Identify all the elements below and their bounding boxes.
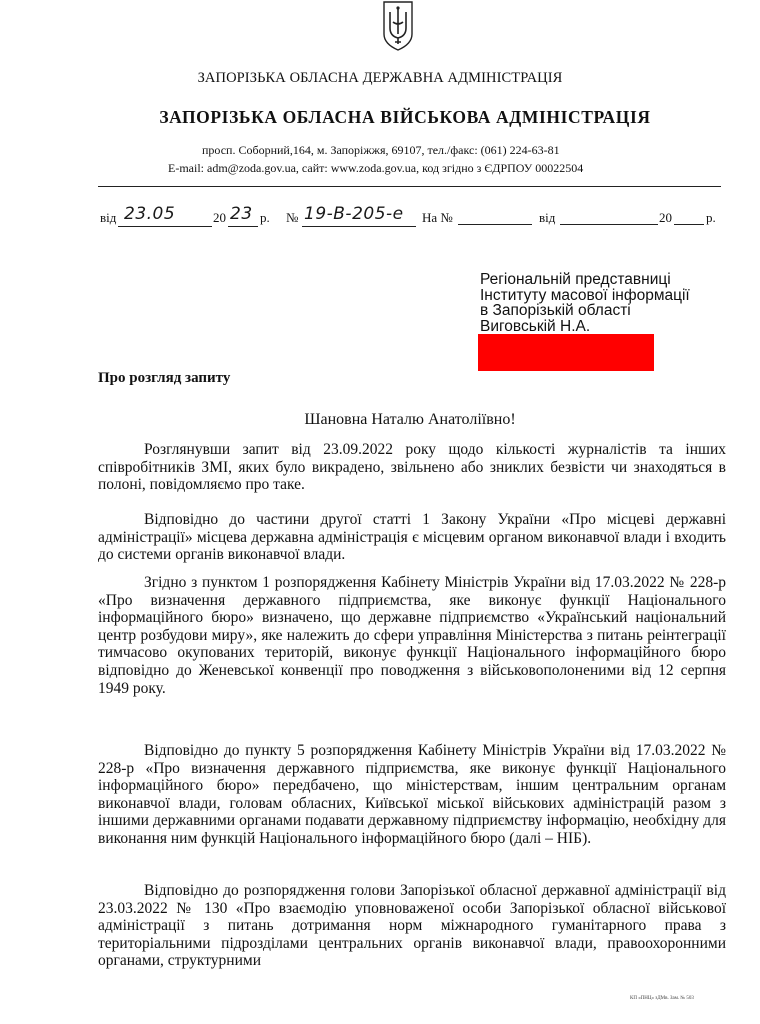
number-label: № <box>286 210 299 225</box>
reply-date-blank <box>560 224 658 225</box>
addressee-block <box>480 272 690 334</box>
body-paragraph: Відповідно до частини другої статті 1 Закону України «Про місцеві державні адміністрації» місцева державна адміністрація є місцевим органом виконавчої влади і входить до системи органів виконавчої влади. <box>98 511 726 564</box>
letter-subject: Про розгляд запиту <box>98 370 231 386</box>
number-underline <box>302 226 416 227</box>
addressee-name: Виговській Н.А. <box>480 317 591 335</box>
reply-from-label: від <box>539 210 556 225</box>
registration-year: 23 <box>230 204 253 224</box>
salutation: Шановна Наталю Анатоліївно! <box>304 411 516 428</box>
contact-address: просп. Соборний,164, м. Запоріжжя, 69107, тел./факс: (061) 224-63-81 <box>202 143 560 157</box>
body-paragraph: Відповідно до пункту 5 розпорядження Кабінету Міністрів України від 17.03.2022 № 228-р «Про визначення державного підприємства, яке виконує функції Національного інформаційного бюро» передбачено, що міністерствам, іншим центральним органам виконавчої влади, головам обласних, Київської міської військових адміністрацій разом з іншими державними органами подавати державному підприємству інформацію, необхідну для виконання ним функцій Національного інформаційного бюро (далі – НІБ). <box>98 742 726 847</box>
header-divider <box>98 186 721 187</box>
contact-email-website: E-mail: adm@zoda.gov.ua, сайт: www.zoda.gov.ua, код згідно з ЄДРПОУ 00022504 <box>168 161 584 175</box>
registration-line <box>98 204 728 230</box>
body-paragraph: Згідно з пунктом 1 розпорядження Кабінету Міністрів України від 17.03.2022 № 228-р «Про визначення державного підприємства, яке виконує функції Національного інформаційного бюро» визначено, що державне підприємство «Український національний центр розбудови миру», яке належить до сфери управління Міністерства з питань реінтеграції тимчасово окупованих територій, виконує функції Національного інформаційного бюро відповідно до Женевської конвенції про поводження з військовополоненими від 12 серпня 1949 року. <box>98 574 726 697</box>
registration-date: 23.05 <box>124 204 176 224</box>
addressee-line: Інституту масової інформації <box>480 286 690 304</box>
redaction-box <box>478 334 654 371</box>
registration-number: 19-В-205-е <box>304 204 404 224</box>
from-label: від <box>100 210 117 225</box>
year-underline <box>228 226 258 227</box>
reply-number-label: На № <box>422 210 453 225</box>
reply-number-blank <box>458 224 532 225</box>
reply-year-label: р. <box>706 210 716 225</box>
reply-year-prefix: 20 <box>659 210 672 225</box>
body-paragraph: Відповідно до розпорядження голови Запорізької обласної державної адміністрації від 23.03.2022 № 130 «Про взаємодію уповноваженої особи Запорізької обласної військової адміністрації з питань дотримання норм міжнародного гуманітарного права з територіальними підрозділами центральних органів виконавчої влади, правоохоронними органами, структурними <box>98 882 726 970</box>
org-name-state-administration: ЗАПОРІЗЬКА ОБЛАСНА ДЕРЖАВНА АДМІНІСТРАЦІЯ <box>197 70 563 86</box>
addressee-line: Регіональній представниці <box>480 271 671 288</box>
trident-coat-of-arms-icon <box>381 0 415 52</box>
org-name-military-administration: ЗАПОРІЗЬКА ОБЛАСНА ВІЙСЬКОВА АДМІНІСТРАЦІЯ <box>159 107 651 127</box>
print-code: КП «ПНЦ» зДМв. Зам. № 503 <box>630 996 694 1001</box>
reply-year-blank <box>674 224 704 225</box>
date-underline <box>118 226 212 227</box>
year-label: р. <box>260 210 270 225</box>
year-prefix: 20 <box>213 210 226 225</box>
addressee-line: в Запорізькій області <box>480 302 631 319</box>
body-paragraph: Розглянувши запит від 23.09.2022 року щодо кількості журналістів та інших співробітників ЗМІ, яких було викрадено, звільнено або зниклих безвісти чи знаходяться в полоні, повідомляємо про таке. <box>98 441 726 494</box>
